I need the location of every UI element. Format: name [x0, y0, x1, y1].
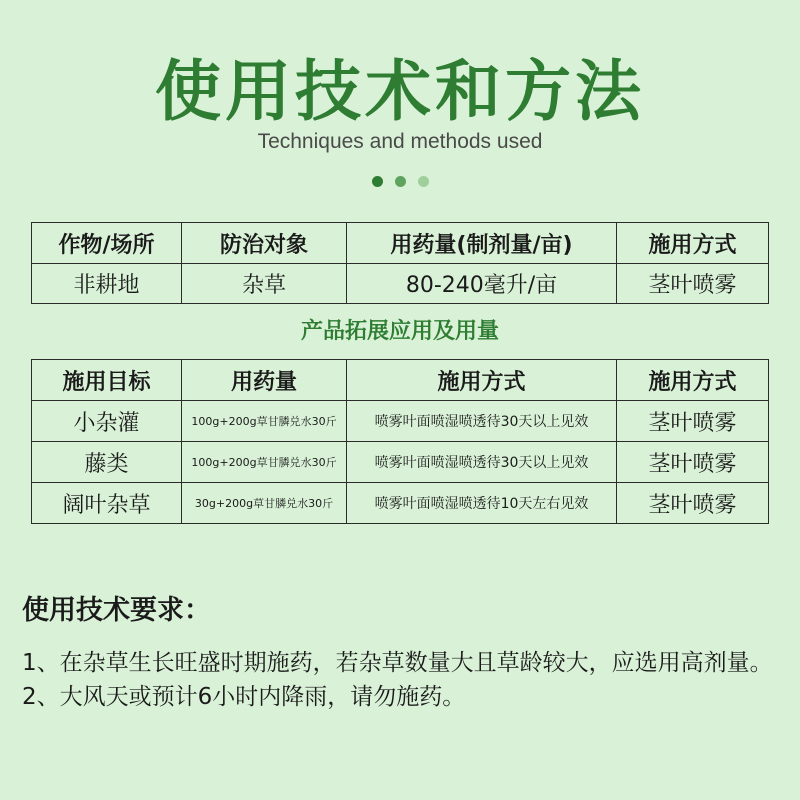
list-item: 1、在杂草生长旺盛时期施药，若杂草数量大且草龄较大，应选用高剂量。 — [22, 650, 773, 676]
header-cell-dosage: 用药量(制剂量/亩) — [347, 223, 617, 264]
page-title: 使用技术和方法 — [155, 53, 645, 130]
table-cell: 阔叶杂草 — [32, 483, 182, 524]
header-cell-method: 施用方式 — [347, 360, 617, 401]
table-cell: 100g+200g草甘膦兑水30斤 — [182, 442, 347, 483]
header-cell-method: 施用方式 — [617, 360, 769, 401]
table-row — [32, 264, 769, 304]
page-subtitle: Techniques and methods used — [257, 130, 543, 153]
dot-medium — [395, 176, 406, 187]
table-cell: 喷雾叶面喷湿喷透待30天以上见效 — [347, 401, 617, 442]
header-cell-target: 防治对象 — [182, 223, 347, 264]
table-row — [32, 483, 769, 524]
decorative-dots — [0, 176, 800, 187]
table-cell: 茎叶喷雾 — [617, 483, 769, 524]
table-header-row — [32, 223, 769, 264]
table-cell: 茎叶喷雾 — [617, 442, 769, 483]
header-cell-crop: 作物/场所 — [32, 223, 182, 264]
table-cell: 30g+200g草甘膦兑水30斤 — [182, 483, 347, 524]
table-cell: 喷雾叶面喷湿喷透待30天以上见效 — [347, 442, 617, 483]
list-item: 2、大风天或预计6小时内降雨，请勿施药。 — [22, 684, 466, 710]
table-cell: 藤类 — [32, 442, 182, 483]
header-cell-target: 施用目标 — [32, 360, 182, 401]
table-cell: 杂草 — [182, 264, 347, 304]
table-cell: 非耕地 — [32, 264, 182, 304]
table-cell: 茎叶喷雾 — [617, 401, 769, 442]
dot-dark — [372, 176, 383, 187]
table-cell: 小杂灌 — [32, 401, 182, 442]
table-header-row — [32, 360, 769, 401]
table-row — [32, 401, 769, 442]
header-cell-dosage: 用药量 — [182, 360, 347, 401]
requirements-heading: 使用技术要求： — [22, 595, 211, 626]
requirements-list — [22, 646, 782, 714]
usage-table — [31, 222, 769, 304]
table-cell: 茎叶喷雾 — [617, 264, 769, 304]
header-cell-method: 施用方式 — [617, 223, 769, 264]
table-row — [32, 442, 769, 483]
table-cell: 100g+200g草甘膦兑水30斤 — [182, 401, 347, 442]
section-title: 产品拓展应用及用量 — [300, 319, 499, 344]
extension-table — [31, 359, 769, 524]
dot-light — [418, 176, 429, 187]
table-cell: 80-240毫升/亩 — [347, 264, 617, 304]
table-cell: 喷雾叶面喷湿喷透待10天左右见效 — [347, 483, 617, 524]
